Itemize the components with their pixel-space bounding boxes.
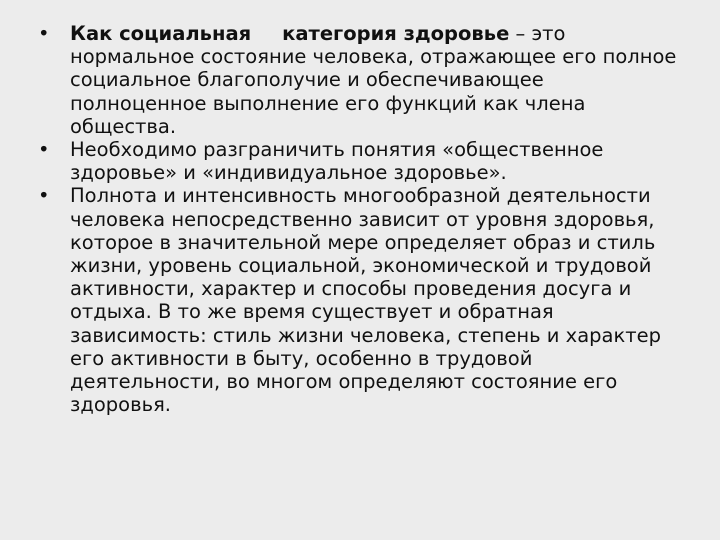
bullet-marker: •	[38, 22, 50, 45]
definition-term-part1: Как социальная	[70, 22, 252, 45]
distinction-text: Необходимо разграничить понятия «общественное здоровье» и «индивидуальное здоровье».	[70, 138, 604, 185]
bullet-item-definition	[38, 22, 686, 138]
definition-term-part2: категория здоровье	[282, 22, 510, 45]
bullet-item-distinction	[38, 138, 686, 184]
definition-text: – это нормальное состояние человека, отражающее его полное социальное благополучие и обеспечивающее полноценное выполнение его функций как члена общества.	[70, 22, 677, 138]
bullet-marker: •	[38, 184, 50, 208]
bullet-list	[38, 22, 686, 416]
bullet-item-activity	[38, 184, 686, 416]
activity-text: Полнота и интенсивность многообразной деятельности человека непосредственно зависит от уровня здоровья, которое в значительной мере определяет образ и стиль жизни, уровень социальной, экономической и трудовой активности, характер и способы проведения досуга и отдыха. В то же время существует и обратная зависимость: стиль жизни человека, степень и характер его активности в быту, особенно в трудовой деятельности, во многом определяют состояние его здоровья.	[70, 184, 661, 417]
bullet-marker: •	[38, 138, 50, 162]
